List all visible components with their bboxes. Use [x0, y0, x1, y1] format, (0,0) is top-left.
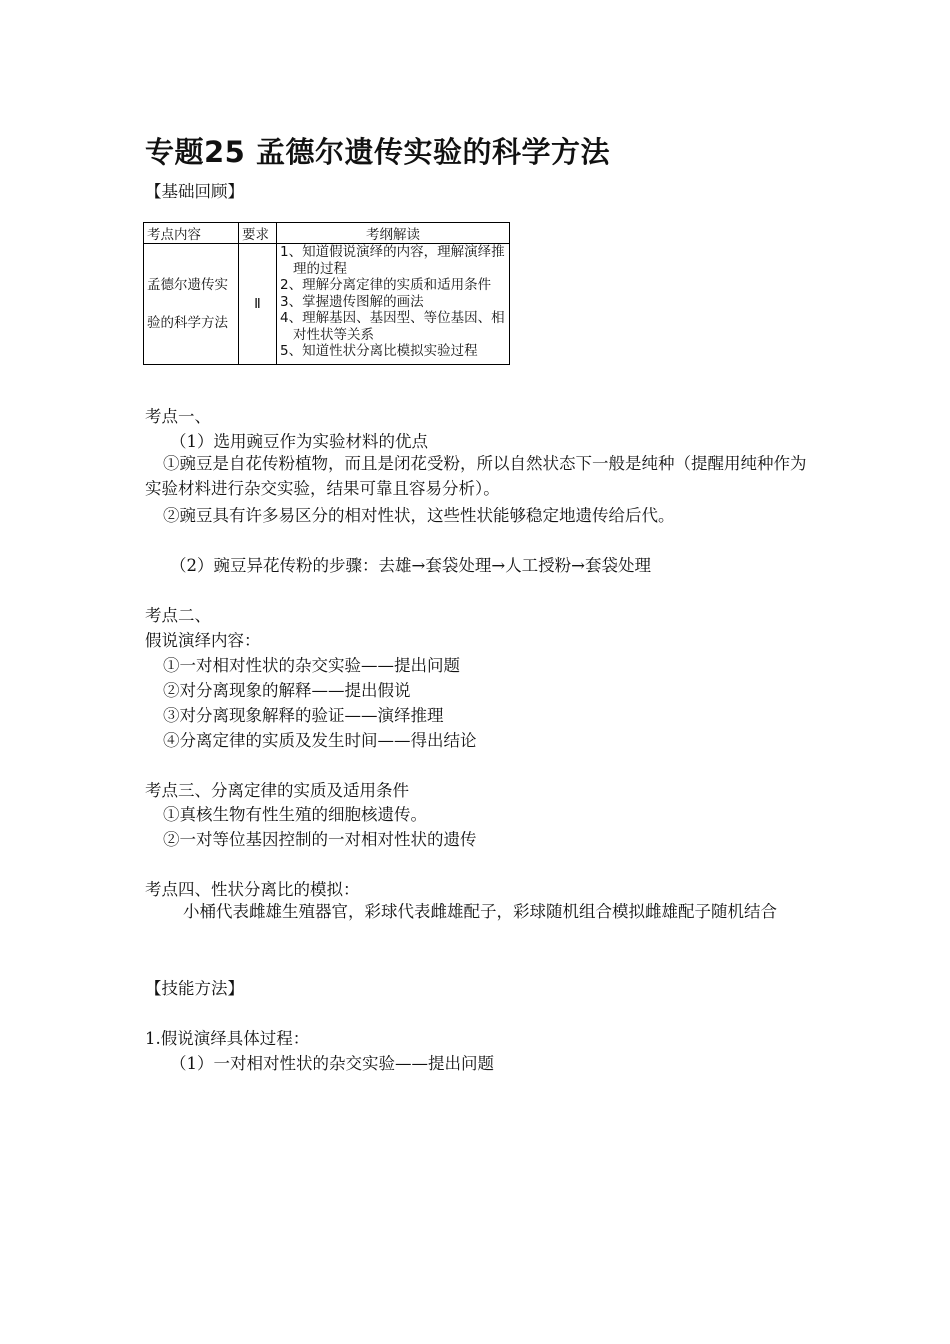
kp2-item: ④分离定律的实质及发生时间——得出结论 — [163, 731, 477, 750]
topic-line: 验的科学方法 — [147, 315, 228, 331]
table-header-cell: 要求 — [239, 223, 277, 244]
skill-item1: 1.假说演绎具体过程： — [145, 1029, 310, 1048]
kp1-item1-a: ①豌豆是自花传粉植物，而且是闭花受粉，所以自然状态下一般是纯种（提醒用纯种作为实验材料进行杂交实验，结果可靠且容易分析）。 — [145, 454, 807, 498]
kp1-item1-b: ②豌豆具有许多易区分的相对性状，这些性状能够稳定地遗传给后代。 — [163, 506, 675, 525]
requirement-cell: Ⅱ — [239, 244, 277, 365]
section-heading-review: 【基础回顾】 — [145, 182, 244, 201]
kp2-item: ②对分离现象的解释——提出假说 — [163, 681, 411, 700]
outline-point: 1、知道假说演绎的内容，理解演绎推理的过程 — [280, 244, 505, 277]
table-row — [144, 244, 510, 365]
points-cell — [277, 244, 510, 365]
outline-point: 5、知道性状分离比模拟实验过程 — [280, 343, 478, 359]
kp1-item2: （2）豌豆异花传粉的步骤：去雄→套袋处理→人工授粉→套袋处理 — [170, 556, 651, 575]
kp2-sub: 假说演绎内容： — [145, 631, 261, 650]
outline-point: 2、理解分离定律的实质和适用条件 — [280, 277, 492, 293]
outline-point: 4、理解基因、基因型、等位基因、相对性状等关系 — [280, 310, 505, 343]
table-header-cell: 考纲解读 — [277, 223, 510, 244]
kp4-heading: 考点四、性状分离比的模拟： — [145, 880, 360, 899]
topic-cell — [144, 244, 239, 365]
kp1-heading: 考点一、 — [145, 407, 211, 426]
kp4-text: 小桶代表雌雄生殖器官，彩球代表雌雄配子，彩球随机组合模拟雌雄配子随机结合 — [183, 902, 777, 921]
kp3-item: ②一对等位基因控制的一对相对性状的遗传 — [163, 830, 477, 849]
kp3-heading: 考点三、分离定律的实质及适用条件 — [145, 781, 409, 800]
page-title: 专题25 孟德尔遗传实验的科学方法 — [145, 135, 610, 169]
section-heading-skill: 【技能方法】 — [145, 979, 244, 998]
kp3-item: ①真核生物有性生殖的细胞核遗传。 — [163, 805, 427, 824]
topic-line: 孟德尔遗传实 — [147, 277, 228, 293]
skill-item1-sub: （1）一对相对性状的杂交实验——提出问题 — [170, 1054, 494, 1073]
kp1-item1-title: （1）选用豌豆作为实验材料的优点 — [170, 432, 428, 451]
exam-outline-table — [143, 222, 510, 365]
kp2-heading: 考点二、 — [145, 606, 211, 625]
outline-point: 3、掌握遗传图解的画法 — [280, 293, 424, 310]
table-header-cell: 考点内容 — [144, 223, 239, 244]
kp2-item: ③对分离现象解释的验证——演绎推理 — [163, 706, 444, 725]
kp2-item: ①一对相对性状的杂交实验——提出问题 — [163, 656, 460, 675]
table-header-row — [144, 223, 510, 244]
